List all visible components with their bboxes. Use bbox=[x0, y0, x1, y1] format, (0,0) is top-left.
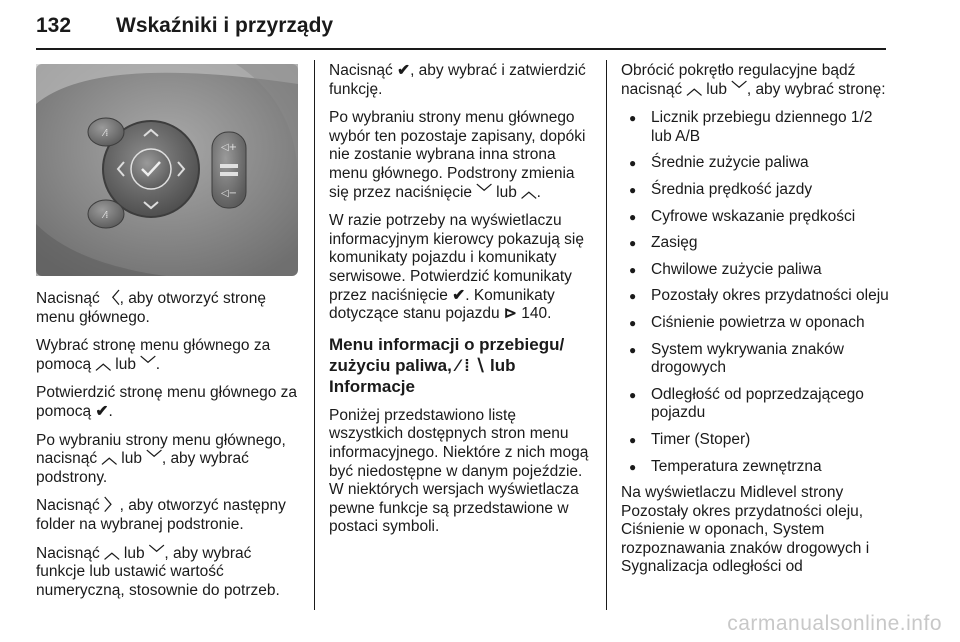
chevron-down-icon: ﹀ bbox=[731, 80, 747, 98]
column-3 bbox=[621, 62, 889, 587]
check-icon: ✔ bbox=[95, 402, 109, 420]
chevron-down-icon: ﹀ bbox=[140, 355, 156, 373]
page-title: Wskaźniki i przyrządy bbox=[116, 14, 334, 37]
col2-paragraph-4: Poniżej przedstawiono listę wszystkich dostępnych stron menu informacyjnego. Niektóre z nich mogą być niedostępne w danym pojeździe. W niektórych wersjach wyświetlacza pewne funkcje są przedstawione w postaci symboli. bbox=[329, 406, 589, 536]
check-icon: ✔ bbox=[397, 62, 411, 79]
svg-text:◁+: ◁+ bbox=[220, 142, 238, 153]
list-item: ● Licznik przebiegu dziennego 1/2 lub A/B bbox=[621, 109, 889, 146]
col1-paragraph-2: Wybrać stronę menu głównego za pomocą ︿ lub ﹀. bbox=[36, 337, 271, 373]
list-item: ● Odległość od poprzedzającego pojazdu bbox=[621, 386, 889, 423]
chevron-up-icon: ︿ bbox=[95, 355, 111, 373]
page-header bbox=[36, 14, 886, 46]
list-item: ● Średnia prędkość jazdy bbox=[621, 181, 889, 200]
column-divider-1 bbox=[314, 60, 315, 610]
list-item: ● System wykrywania znaków drogowych bbox=[621, 341, 889, 378]
svg-text:⁄⁞: ⁄⁞ bbox=[103, 210, 109, 221]
col3-outro: Na wyświetlaczu Midlevel strony Pozostały okres przydatności oleju, Ciśnienie w oponach, System rozpoznawania znaków drogowych i Sygnalizacja odległości od bbox=[621, 484, 870, 576]
trip-computer-icon: ⁄ ⁞ ∖ bbox=[456, 355, 486, 375]
col1-paragraph-5: Nacisnąć 〉, aby otworzyć następny folder na wybranej podstronie. bbox=[36, 497, 286, 533]
info-pages-list bbox=[621, 109, 889, 476]
col3-intro: Obrócić pokrętło regulacyjne bądź nacisnąć ︿ lub ﹀, aby wybrać stronę: bbox=[621, 62, 886, 98]
list-item: ● Chwilowe zużycie paliwa bbox=[621, 261, 889, 280]
list-item: ● Średnie zużycie paliwa bbox=[621, 154, 889, 173]
column-1 bbox=[36, 62, 298, 610]
chevron-up-icon: ︿ bbox=[101, 450, 117, 468]
col2-paragraph-2: Po wybraniu strony menu głównego wybór ten pozostaje zapisany, dopóki nie zostanie wybrana inna strona menu głównego. Podstrony zmienia się przez naciśnięcie ﹀ lub ︿. bbox=[329, 109, 586, 201]
watermark: carmanualsonline.info bbox=[727, 612, 942, 635]
list-item: ● Pozostały okres przydatności oleju bbox=[621, 287, 889, 306]
chevron-up-icon: ︿ bbox=[686, 80, 702, 98]
list-item: ● Zasięg bbox=[621, 234, 889, 253]
check-icon: ✔ bbox=[452, 286, 466, 304]
col1-paragraph-4: Po wybraniu strony menu głównego, nacisnąć ︿ lub ﹀, aby wybrać podstrony. bbox=[36, 431, 286, 486]
svg-text:⁄⁞: ⁄⁞ bbox=[103, 128, 109, 139]
list-item: ● Ciśnienie powietrza w oponach bbox=[621, 314, 889, 333]
header-divider bbox=[36, 48, 886, 50]
col2-paragraph-1: Nacisnąć ✔, aby wybrać i zatwierdzić funkcję. bbox=[329, 62, 586, 98]
column-divider-2 bbox=[606, 60, 607, 610]
col2-paragraph-3: W razie potrzeby na wyświetlaczu informacyjnym kierowcy pokazują się komunikaty pojazdu i komunikaty serwisowe. Potwierdzić komunikaty przez naciśnięcie ✔. Komunikaty dotyczące stanu pojazdu ⊳ 140. bbox=[329, 212, 584, 323]
chevron-left-icon: 〈 bbox=[104, 290, 120, 307]
steering-wheel-controls-illustration bbox=[36, 64, 298, 276]
page-number: 132 bbox=[36, 14, 72, 37]
list-item: ● Timer (Stoper) bbox=[621, 431, 889, 450]
column-2 bbox=[329, 62, 593, 547]
section-heading: Menu informacji o przebiegu/ zużyciu paliwa, ⁄ ⁞ ∖ lub Informacje bbox=[329, 334, 565, 396]
col1-paragraph-1: Nacisnąć 〈, aby otworzyć stronę menu głównego. bbox=[36, 290, 267, 326]
chevron-up-icon: ︿ bbox=[104, 544, 120, 562]
reference-arrow-icon[interactable]: ⊳ bbox=[503, 305, 517, 323]
chevron-up-icon: ︿ bbox=[521, 183, 537, 201]
list-item: ● Temperatura zewnętrzna bbox=[621, 458, 889, 477]
chevron-right-icon: 〉 bbox=[104, 497, 120, 515]
chevron-down-icon: ﹀ bbox=[146, 450, 162, 468]
svg-text:◁−: ◁− bbox=[220, 188, 238, 199]
col1-paragraph-6: Nacisnąć ︿ lub ﹀, aby wybrać funkcje lub ustawić wartość numeryczną, stosownie do potrzeb. bbox=[36, 544, 280, 599]
chevron-down-icon: ﹀ bbox=[148, 544, 165, 562]
list-item: ● Cyfrowe wskazanie prędkości bbox=[621, 208, 889, 227]
chevron-down-icon: ﹀ bbox=[476, 183, 492, 201]
col1-paragraph-3: Potwierdzić stronę menu głównego za pomocą ✔. bbox=[36, 384, 298, 420]
